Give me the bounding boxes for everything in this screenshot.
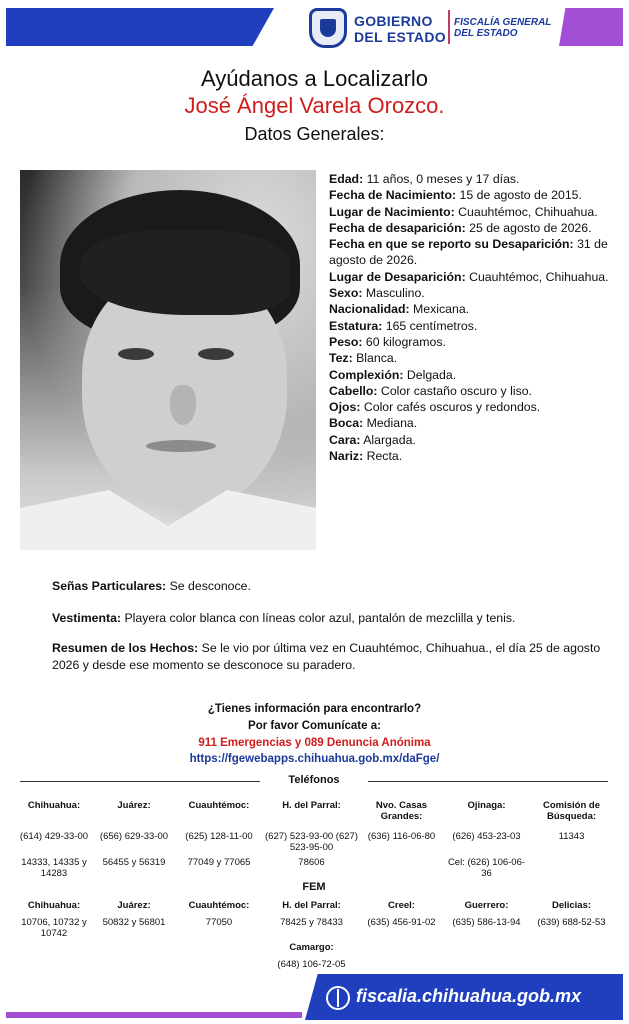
info-value: 31 de agosto de 2026. — [329, 237, 608, 268]
fem-header: Chihuahua: — [27, 900, 81, 911]
fem-table — [14, 882, 614, 972]
gobierno-logo — [354, 14, 446, 44]
info-label: Complexión: — [329, 367, 404, 382]
info-label: Cabello: — [329, 383, 378, 398]
info-label: Cara: — [329, 432, 361, 447]
info-label: Boca: — [329, 416, 364, 431]
info-value: Color cafés oscuros y redondos. — [360, 400, 541, 415]
info-item — [329, 448, 619, 464]
telefonos-cell: (627) 523-93-00 (627) 523-95-00 — [265, 831, 358, 853]
telefonos-cell: Cel: (626) 106-06-36 — [447, 857, 526, 879]
telefonos-table — [14, 798, 614, 888]
telefonos-heading-text: Teléfonos — [288, 774, 340, 786]
globe-icon — [326, 986, 350, 1010]
fem-header: Guerrero: — [464, 900, 509, 911]
telefonos-heading — [14, 774, 614, 788]
vestimenta-value: Playera color blanca con líneas color azul, pantalón de mezclilla y tenis. — [121, 611, 516, 625]
missing-person-photo — [20, 170, 316, 550]
telefonos-cell: (626) 453-23-03 — [452, 831, 521, 842]
telefonos-header: Cuauhtémoc: — [188, 800, 250, 811]
info-label: Fecha de desaparición: — [329, 220, 466, 235]
info-item — [329, 269, 619, 285]
cta-question: ¿Tienes información para encontrarlo? — [207, 703, 422, 715]
info-item — [329, 220, 619, 236]
fem-header: Delicias: — [551, 900, 592, 911]
info-value: 165 centímetros. — [382, 318, 478, 333]
person-name: José Ángel Varela Orozco. — [184, 93, 445, 118]
cta-emergency: 911 Emergencias y 089 Denuncia Anónima — [198, 737, 431, 749]
cta-contact: Por favor Comunícate a: — [248, 720, 381, 732]
resumen-hechos — [52, 640, 602, 674]
gobierno-line1: GOBIERNO — [354, 13, 433, 29]
info-value: 25 de agosto de 2026. — [465, 220, 592, 235]
header-purple-band — [559, 8, 623, 46]
info-item — [329, 350, 619, 366]
senas-label: Señas Particulares: — [52, 579, 167, 593]
telefonos-cell: (625) 128-11-00 — [185, 831, 253, 842]
telefonos-cell: 77049 y 77065 — [187, 857, 251, 868]
info-item — [329, 415, 619, 431]
info-label: Nariz: — [329, 449, 364, 464]
fem-heading: FEM — [302, 881, 326, 893]
info-value: Recta. — [363, 449, 403, 464]
telefonos-cell: (636) 116-06-80 — [367, 831, 436, 842]
fem-cell: 10706, 10732 y 10742 — [21, 917, 87, 939]
info-item — [329, 285, 619, 301]
header-blue-band — [6, 8, 274, 46]
resumen-value: Se le vio por última vez en Cuauhtémoc, Chihuahua., el día 25 de agosto 2026 y desde ese momento se desconoce su paradero. — [52, 641, 601, 672]
fem-header: Cuauhtémoc: — [188, 900, 250, 911]
fem-cell: 77050 — [205, 917, 233, 928]
general-data-list — [329, 171, 619, 464]
info-value: Alargada. — [360, 432, 416, 447]
fiscalia-logo — [454, 17, 551, 39]
info-label: Ojos: — [329, 400, 361, 415]
telefonos-header: Comisión de Búsqueda: — [542, 800, 600, 822]
telefonos-header: H. del Parral: — [282, 800, 341, 811]
info-item — [329, 367, 619, 383]
footer-purple-band — [6, 1012, 302, 1018]
info-item — [329, 236, 619, 269]
fem-cell: 50832 y 56801 — [102, 917, 166, 928]
telefonos-header: Ojinaga: — [467, 800, 506, 811]
fem-header: Juárez: — [117, 900, 151, 911]
info-item — [329, 334, 619, 350]
telefonos-cell: (614) 429-33-00 — [19, 831, 89, 842]
fem-camargo-label: Camargo: — [289, 942, 334, 953]
info-value: Masculino. — [362, 286, 425, 301]
page-title: Ayúdanos a Localizarlo — [200, 66, 429, 91]
info-label: Edad: — [329, 172, 364, 186]
info-value: Cuauhtémoc, Chihuahua. — [465, 269, 609, 284]
info-value: Delgada. — [403, 367, 457, 382]
info-value: Mediana. — [363, 416, 418, 431]
telefonos-cell: (656) 629-33-00 — [99, 831, 169, 842]
fem-camargo-value: (648) 106-72-05 — [277, 959, 346, 970]
fem-header: H. del Parral: — [282, 900, 341, 911]
logo-divider — [448, 10, 450, 44]
senas-value: Se desconoce. — [166, 579, 251, 593]
section-title-datos: Datos Generales: — [244, 124, 385, 144]
fem-cell: 78425 y 78433 — [280, 917, 343, 928]
info-value: Color castaño oscuro y liso. — [377, 383, 532, 398]
info-label: Nacionalidad: — [329, 302, 410, 317]
info-item — [329, 432, 619, 448]
info-value: 11 años, 0 meses y 17 días. — [363, 172, 520, 186]
info-item — [329, 383, 619, 399]
fem-header: Creel: — [388, 900, 415, 911]
info-label: Sexo: — [329, 286, 363, 301]
info-item — [329, 399, 619, 415]
info-item — [329, 301, 619, 317]
info-item — [329, 318, 619, 334]
info-label: Fecha en que se reporto su Desaparición: — [329, 237, 574, 252]
telefonos-header: Chihuahua: — [27, 800, 81, 811]
info-label: Lugar de Desaparición: — [329, 269, 466, 284]
info-item — [329, 187, 619, 203]
info-value: Mexicana. — [409, 302, 470, 317]
fiscalia-line1: FISCALÍA GENERAL — [454, 17, 552, 28]
telefonos-cell: 78606 — [298, 857, 325, 868]
fem-cell: (639) 688-52-53 — [537, 917, 606, 928]
fiscalia-line2: DEL ESTADO — [454, 28, 518, 39]
gobierno-line2: DEL ESTADO — [354, 29, 446, 45]
footer-url[interactable]: fiscalia.chihuahua.gob.mx — [356, 986, 582, 1006]
telefonos-cell: 56455 y 56319 — [102, 857, 166, 868]
info-item — [329, 204, 619, 220]
vestimenta-label: Vestimenta: — [52, 611, 122, 625]
info-value: 60 kilogramos. — [362, 334, 446, 349]
info-label: Fecha de Nacimiento: — [329, 188, 457, 203]
info-label: Peso: — [329, 334, 363, 349]
info-value: Cuauhtémoc, Chihuahua. — [454, 204, 598, 219]
info-label: Lugar de Nacimiento: — [329, 204, 455, 219]
telefonos-cell: 14333, 14335 y 14283 — [21, 857, 87, 879]
info-item — [329, 171, 619, 187]
vestimenta — [52, 610, 602, 627]
fem-cell: (635) 456-91-02 — [367, 917, 436, 928]
info-value: 15 de agosto de 2015. — [456, 188, 582, 203]
info-value: Blanca. — [352, 351, 398, 366]
fem-cell: (635) 586-13-94 — [452, 917, 521, 928]
telefonos-header: Juárez: — [117, 800, 151, 811]
senas-particulares — [52, 578, 602, 595]
telefonos-cell: 11343 — [558, 831, 585, 842]
resumen-label: Resumen de los Hechos: — [52, 641, 199, 655]
state-seal-icon — [309, 8, 347, 48]
info-label: Estatura: — [329, 318, 383, 333]
telefonos-header: Nvo. Casas Grandes: — [375, 800, 428, 822]
cta-link[interactable]: https://fgewebapps.chihuahua.gob.mx/daFge/ — [189, 753, 440, 765]
info-label: Tez: — [329, 351, 353, 366]
